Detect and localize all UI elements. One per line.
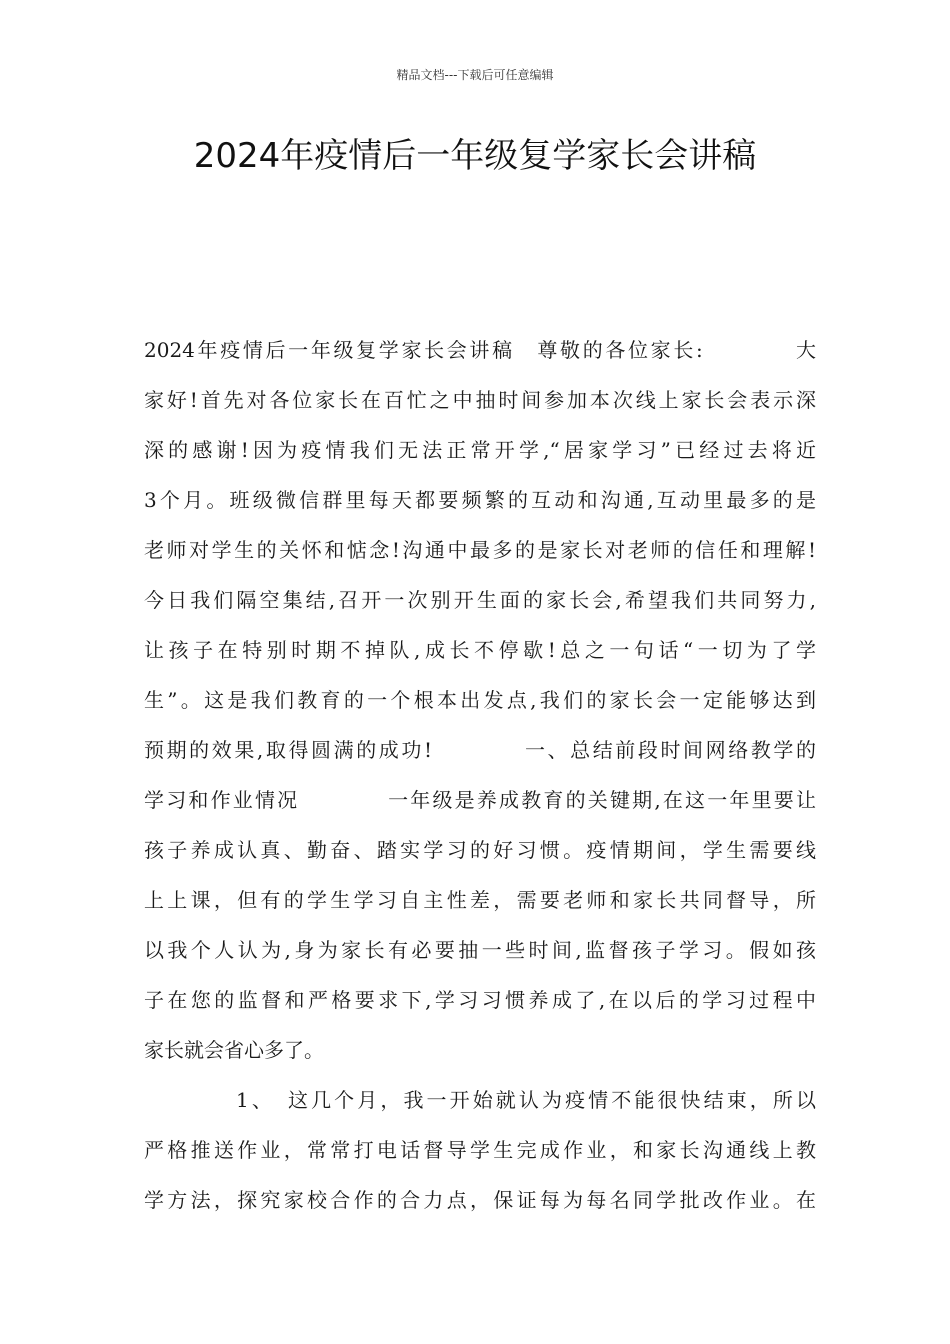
body-line: 学方法，探究家校合作的合力点，保证每为每名同学批改作业。在 <box>144 1188 816 1212</box>
body-line: 让孩子在特别时期不掉队,成长不停歇!总之一句话“一切为了学 <box>144 638 816 662</box>
body-line: 生”。这是我们教育的一个根本出发点,我们的家长会一定能够达到 <box>144 688 816 712</box>
body-line: 家好!首先对各位家长在百忙之中抽时间参加本次线上家长会表示深 <box>144 388 816 412</box>
body-line: 学习和作业情况 一年级是养成教育的关键期,在这一年里要让 <box>144 788 816 812</box>
body-line: 预期的效果,取得圆满的成功! 一、总结前段时间网络教学的 <box>144 738 816 762</box>
body-line: 家长就会省心多了。 <box>144 1038 324 1062</box>
document-body <box>144 332 816 1232</box>
body-line: 3个月。班级微信群里每天都要频繁的互动和沟通,互动里最多的是 <box>144 488 816 512</box>
body-line: 孩子养成认真、勤奋、踏实学习的好习惯。疫情期间，学生需要线 <box>144 838 816 862</box>
header-note: 精品文档---下载后可任意编辑 <box>396 68 554 82</box>
body-line: 今日我们隔空集结,召开一次别开生面的家长会,希望我们共同努力, <box>144 588 816 612</box>
body-line: 老师对学生的关怀和惦念!沟通中最多的是家长对老师的信任和理解! <box>144 538 816 562</box>
body-line: 1、 这几个月，我一开始就认为疫情不能很快结束，所以 <box>236 1088 816 1112</box>
body-line: 深的感谢!因为疫情我们无法正常开学,“居家学习”已经过去将近 <box>144 438 816 462</box>
body-line: 2024年疫情后一年级复学家长会讲稿 尊敬的各位家长: 大 <box>144 338 816 362</box>
body-line: 上上课，但有的学生学习自主性差，需要老师和家长共同督导，所 <box>144 888 816 912</box>
body-line: 严格推送作业，常常打电话督导学生完成作业，和家长沟通线上教 <box>144 1138 816 1162</box>
document-title: 2024年疫情后一年级复学家长会讲稿 <box>193 136 757 176</box>
body-line: 以我个人认为,身为家长有必要抽一些时间,监督孩子学习。假如孩 <box>144 938 816 962</box>
body-line: 子在您的监督和严格要求下,学习习惯养成了,在以后的学习过程中 <box>144 988 816 1012</box>
